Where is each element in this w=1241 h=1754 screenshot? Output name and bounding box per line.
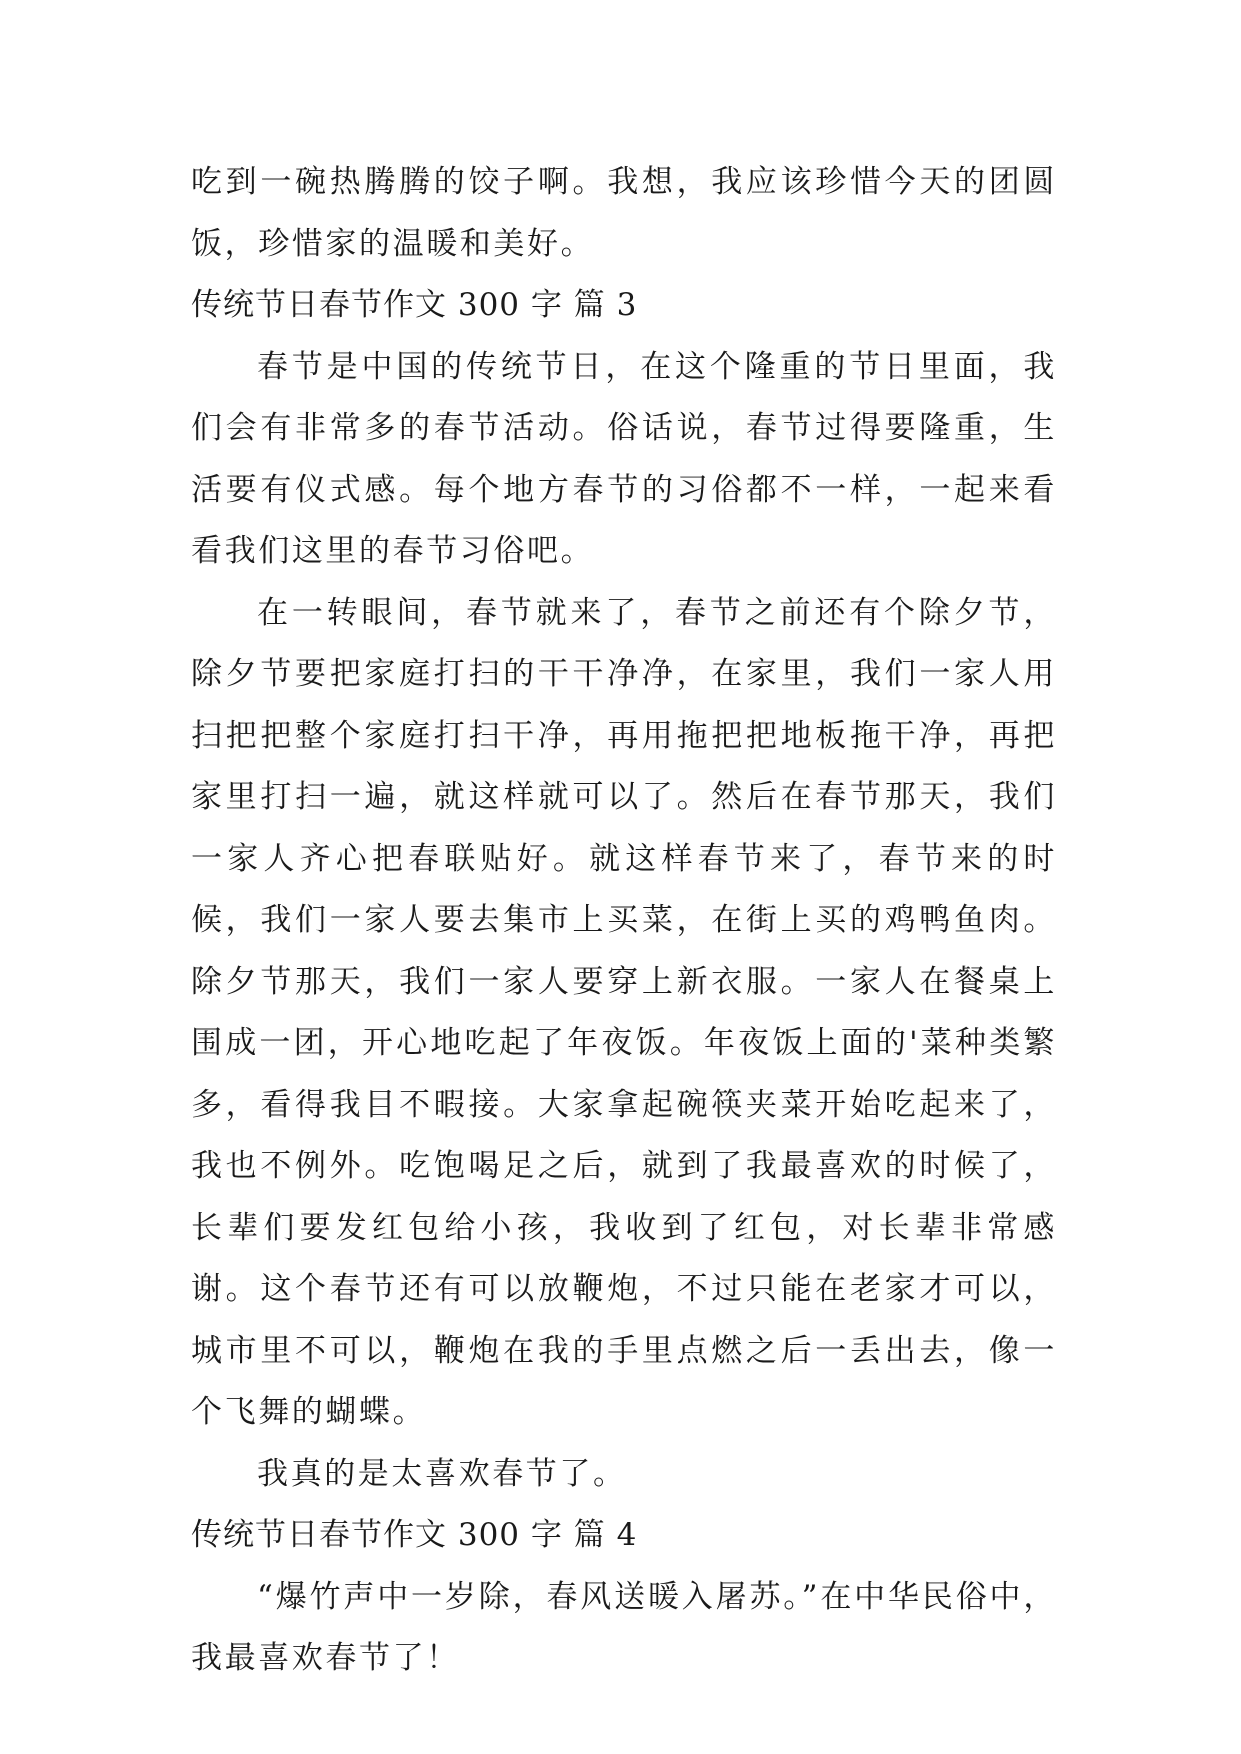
paragraph-continuation: 吃到一碗热腾腾的饺子啊。我想，我应该珍惜今天的团圆饭，珍惜家的温暖和美好。 bbox=[191, 164, 1057, 262]
document-body bbox=[191, 152, 1057, 1690]
section-heading-4: 传统节日春节作文 300 字 篇 4 bbox=[191, 1517, 638, 1553]
paragraph-poem-quote: “爆竹声中一岁除，春风送暖入屠苏。”在中华民俗中，我最喜欢春节了！ bbox=[191, 1578, 1057, 1676]
section-heading-3: 传统节日春节作文 300 字 篇 3 bbox=[191, 287, 638, 323]
paragraph-conclusion: 我真的是太喜欢春节了。 bbox=[257, 1455, 627, 1492]
paragraph-intro: 春节是中国的传统节日，在这个隆重的节日里面，我们会有非常多的春节活动。俗话说，春节过得要隆重，生活要有仪式感。每个地方春节的习俗都不一样，一起来看看我们这里的春节习俗吧。 bbox=[191, 348, 1057, 569]
paragraph-story: 在一转眼间，春节就来了，春节之前还有个除夕节，除夕节要把家庭打扫的干干净净，在家里，我们一家人用扫把把整个家庭打扫干净，再用拖把把地板拖干净，再把家里打扫一遍，就这样就可以了。然后在春节那天，我们一家人齐心把春联贴好。就这样春节来了，春节来的时候，我们一家人要去集市上买菜，在街上买的鸡鸭鱼肉。除夕节那天，我们一家人要穿上新衣服。一家人在餐桌上围成一团，开心地吃起了年夜饭。年夜饭上面的'菜种类繁多，看得我目不暇接。大家拿起碗筷夹菜开始吃起来了，我也不例外。吃饱喝足之后，就到了我最喜欢的时候了，长辈们要发红包给小孩，我收到了红包，对长辈非常感谢。这个春节还有可以放鞭炮，不过只能在老家才可以，城市里不可以，鞭炮在我的手里点燃之后一丢出去，像一个飞舞的蝴蝶。 bbox=[191, 594, 1057, 1430]
